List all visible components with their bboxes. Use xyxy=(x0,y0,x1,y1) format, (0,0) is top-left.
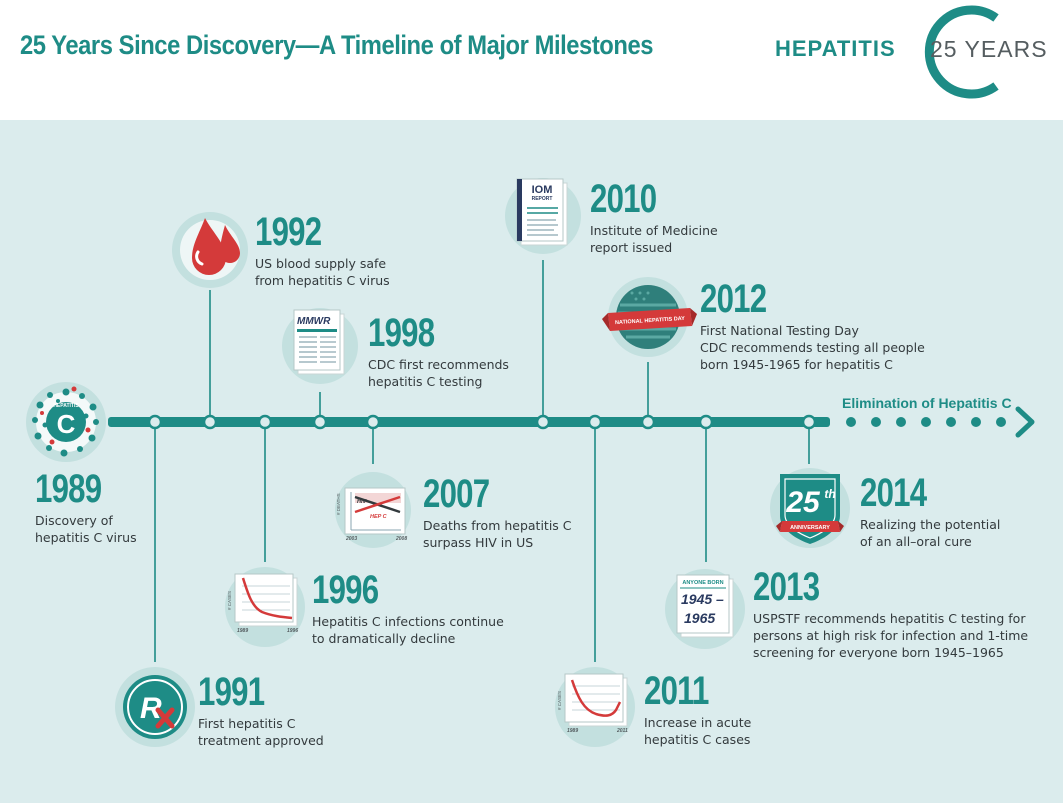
node-1998 xyxy=(314,416,326,428)
desc-line: US blood supply safe xyxy=(255,256,387,271)
milestone-2007 xyxy=(423,474,572,551)
milestone-description xyxy=(753,610,1028,661)
milestone-1992 xyxy=(255,212,390,289)
desc-line: Hepatitis C infections continue xyxy=(312,614,504,629)
milestone-year: 1998 xyxy=(368,311,435,355)
desc-line: First hepatitis C xyxy=(198,716,296,731)
desc-line: CDC recommends testing all people xyxy=(700,340,925,355)
timeline-panel xyxy=(0,120,1063,803)
elimination-label: Elimination of Hepatitis C xyxy=(842,395,1012,411)
deaths-axis-label: # DEATHS xyxy=(336,493,341,515)
testing-day-text: NATIONAL HEPATITIS DAY xyxy=(614,315,686,327)
rx-icon xyxy=(123,675,187,739)
virus-icon-letter: C xyxy=(56,409,76,439)
node-1991 xyxy=(149,416,161,428)
anyone-born-text: ANYONE BORN xyxy=(682,580,724,586)
milestone-description xyxy=(255,255,390,289)
desc-line: surpass HIV in US xyxy=(423,535,534,550)
desc-line: CDC first recommends xyxy=(368,357,509,372)
milestone-year: 1989 xyxy=(35,467,102,511)
timeline-dotted-continuation xyxy=(846,417,1006,427)
milestone-1998 xyxy=(368,313,509,390)
desc-line: hepatitis C virus xyxy=(35,530,137,545)
cases-axis-label-1996: # CASES xyxy=(227,590,232,610)
iom-report-text: REPORT xyxy=(531,196,553,202)
milestone-2011 xyxy=(644,671,751,748)
hepc-label: HEP C xyxy=(370,514,387,520)
milestone-year: 2011 xyxy=(644,669,709,713)
node-2013 xyxy=(700,416,712,428)
node-2011 xyxy=(589,416,601,428)
cases-axis-label-2011: # CASES xyxy=(557,690,562,710)
anniv-th-text: th xyxy=(824,487,836,501)
year-2003-label: 2003 xyxy=(346,536,358,542)
node-1992 xyxy=(204,416,216,428)
milestone-2014 xyxy=(860,473,1000,550)
milestone-description xyxy=(644,714,751,748)
milestone-year: 2010 xyxy=(590,177,657,221)
milestone-description xyxy=(860,516,1000,550)
milestone-description xyxy=(423,517,572,551)
page-title: 25 Years Since Discovery—A Timeline of Major Milestones xyxy=(20,30,653,60)
desc-line: First National Testing Day xyxy=(700,323,859,338)
milestone-2012 xyxy=(700,279,925,373)
desc-line: report issued xyxy=(590,240,673,255)
desc-line: of an all–oral cure xyxy=(860,534,972,549)
mmwr-text: MMWR xyxy=(297,316,331,327)
desc-line: to dramatically decline xyxy=(312,631,456,646)
calendar-1945-1965-icon xyxy=(677,575,733,637)
desc-line: Discovery of xyxy=(35,513,113,528)
timeline-arrow-icon xyxy=(1018,409,1032,435)
icon-halos xyxy=(26,178,850,747)
desc-line: screening for everyone born 1945–1965 xyxy=(753,645,1004,660)
milestone-description xyxy=(700,322,925,373)
node-2007 xyxy=(367,416,379,428)
desc-line: Increase in acute xyxy=(644,715,752,730)
desc-line: USPSTF recommends hepatitis C testing for xyxy=(753,611,1026,626)
desc-line: born 1945-1965 for hepatitis C xyxy=(700,357,893,372)
milestone-2010 xyxy=(590,179,718,256)
year-1989-label-a: 1989 xyxy=(237,628,249,634)
node-2010 xyxy=(537,416,549,428)
milestone-year: 1992 xyxy=(255,210,322,254)
milestone-year: 2007 xyxy=(423,472,490,516)
rx-letter: R xyxy=(140,692,162,725)
milestone-description xyxy=(198,715,324,749)
hiv-label: HIV xyxy=(357,499,367,505)
year-2011-label: 2011 xyxy=(617,728,628,734)
desc-line: from hepatitis C virus xyxy=(255,273,390,288)
desc-line: hepatitis C testing xyxy=(368,374,483,389)
node-2014 xyxy=(803,416,815,428)
milestone-2013 xyxy=(753,567,1028,661)
node-1996 xyxy=(259,416,271,428)
milestone-year: 2012 xyxy=(700,277,767,321)
milestone-description xyxy=(35,512,137,546)
iom-report-icon xyxy=(517,179,567,245)
milestone-1996 xyxy=(312,570,504,647)
year-1996-label: 1996 xyxy=(287,628,299,634)
year-1989-label-b: 1989 xyxy=(567,728,579,734)
milestone-year: 1991 xyxy=(198,670,265,714)
logo-word: HEPATITIS xyxy=(775,36,896,61)
milestone-description xyxy=(368,356,509,390)
born-1965-text: 1965 xyxy=(684,610,716,626)
mmwr-report-icon xyxy=(294,310,344,374)
logo-years: 25 YEARS xyxy=(930,36,1048,62)
desc-line: Realizing the potential xyxy=(860,517,1001,532)
desc-line: Deaths from hepatitis C xyxy=(423,518,572,533)
milestone-year: 1996 xyxy=(312,568,379,612)
desc-line: hepatitis C cases xyxy=(644,732,751,747)
born-1945-text: 1945 – xyxy=(681,591,724,607)
milestone-description xyxy=(590,222,718,256)
anniv-25-text: 25 xyxy=(786,486,820,519)
year-2008-label: 2008 xyxy=(396,536,408,542)
milestone-description xyxy=(312,613,504,647)
desc-line: persons at high risk for infection and 1-time xyxy=(753,628,1029,643)
anniv-label-text: ANNIVERSARY xyxy=(790,525,830,531)
hiv-hepc-chart-icon xyxy=(336,488,407,542)
milestone-1991 xyxy=(198,672,324,749)
desc-line: Institute of Medicine xyxy=(590,223,718,238)
desc-line: treatment approved xyxy=(198,733,324,748)
virus-icon-label: HEPATITIS xyxy=(53,403,79,409)
milestone-1989 xyxy=(35,469,137,546)
header xyxy=(0,0,1063,120)
iom-text: IOM xyxy=(531,184,553,196)
hepatitis-c-25-years-logo xyxy=(770,0,1063,100)
timeline-graphic xyxy=(0,120,1063,803)
node-2012 xyxy=(642,416,654,428)
milestone-year: 2013 xyxy=(753,565,820,609)
milestone-year: 2014 xyxy=(860,471,927,515)
